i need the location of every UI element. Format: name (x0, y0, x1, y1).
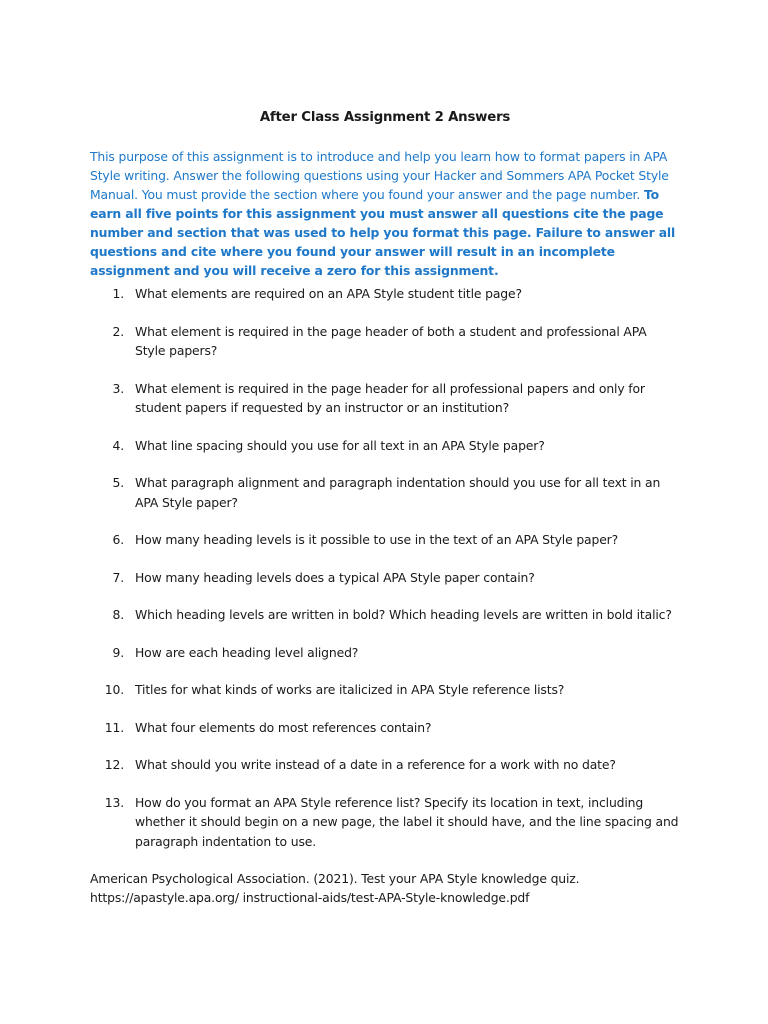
list-item (90, 322, 680, 361)
question-text: What four elements do most references contain? (135, 719, 432, 735)
question-number: 2. (112, 323, 124, 339)
list-item (90, 284, 680, 304)
question-text: How are each heading level aligned? (135, 644, 359, 660)
reference-line: American Psychological Association. (2021). Test your APA Style knowledge quiz. (90, 871, 580, 886)
question-number: 12. (104, 757, 124, 772)
question-number: 11. (104, 719, 124, 735)
question-number: 7. (112, 569, 124, 585)
question-number: 13. (104, 794, 124, 810)
question-text: What paragraph alignment and paragraph indentation should you use for all text in an APA Style paper? (135, 475, 661, 510)
question-text: Which heading levels are written in bold? Which heading levels are written in bold italic? (135, 607, 672, 622)
question-number: 10. (104, 682, 124, 697)
intro-paragraph (90, 147, 680, 280)
question-list (90, 284, 680, 851)
question-text: What element is required in the page header of both a student and professional APA Style papers? (135, 323, 647, 358)
question-text: How do you format an APA Style reference list? Specify its location in text, including whether it should begin on a new page, the label it should have, and the line spacing and paragraph indentation to use. (135, 794, 679, 849)
question-text: What line spacing should you use for all text in an APA Style paper? (135, 437, 545, 453)
reference-url: https://apastyle.apa.org/ instructional-aids/test-APA-Style-knowledge.pdf (90, 890, 530, 905)
list-item (90, 643, 680, 663)
question-text: Titles for what kinds of works are italicized in APA Style reference lists? (135, 682, 565, 697)
list-item (90, 379, 680, 418)
list-item (90, 473, 680, 512)
intro-bold-text: To earn all five points for this assignment you must answer all questions cite the page number and section that was used to help you format this page. Failure to answer all questions and cite where you found your answer will result in an incomplete assignment and you will receive a zero for this assignment. (90, 187, 676, 278)
question-text: How many heading levels is it possible to use in the text of an APA Style paper? (135, 532, 619, 547)
question-text: What elements are required on an APA Style student title page? (135, 286, 522, 301)
question-text: What element is required in the page header for all professional papers and only for student papers if requested by an instructor or an institution? (135, 380, 645, 415)
list-item (90, 680, 680, 700)
question-number: 1. (112, 286, 124, 301)
reference-citation (90, 869, 680, 907)
question-number: 3. (112, 380, 124, 396)
list-item (90, 755, 680, 775)
list-item (90, 605, 680, 625)
list-item (90, 718, 680, 738)
question-number: 6. (112, 532, 124, 547)
list-item (90, 436, 680, 456)
question-number: 8. (112, 607, 124, 622)
list-item (90, 530, 680, 550)
question-number: 9. (112, 644, 124, 660)
question-number: 5. (112, 475, 124, 490)
question-number: 4. (112, 437, 124, 453)
list-item (90, 568, 680, 588)
list-item (90, 793, 680, 852)
question-text: How many heading levels does a typical APA Style paper contain? (135, 569, 535, 585)
page-title: After Class Assignment 2 Answers (259, 110, 511, 125)
intro-text: This purpose of this assignment is to introduce and help you learn how to format papers in APA Style writing. Answer the following questions using your Hacker and Sommers APA Pocket Style Manual. You must provide the section where you found your answer and the page number. (90, 149, 669, 202)
question-text: What should you write instead of a date in a reference for a work with no date? (135, 757, 616, 772)
